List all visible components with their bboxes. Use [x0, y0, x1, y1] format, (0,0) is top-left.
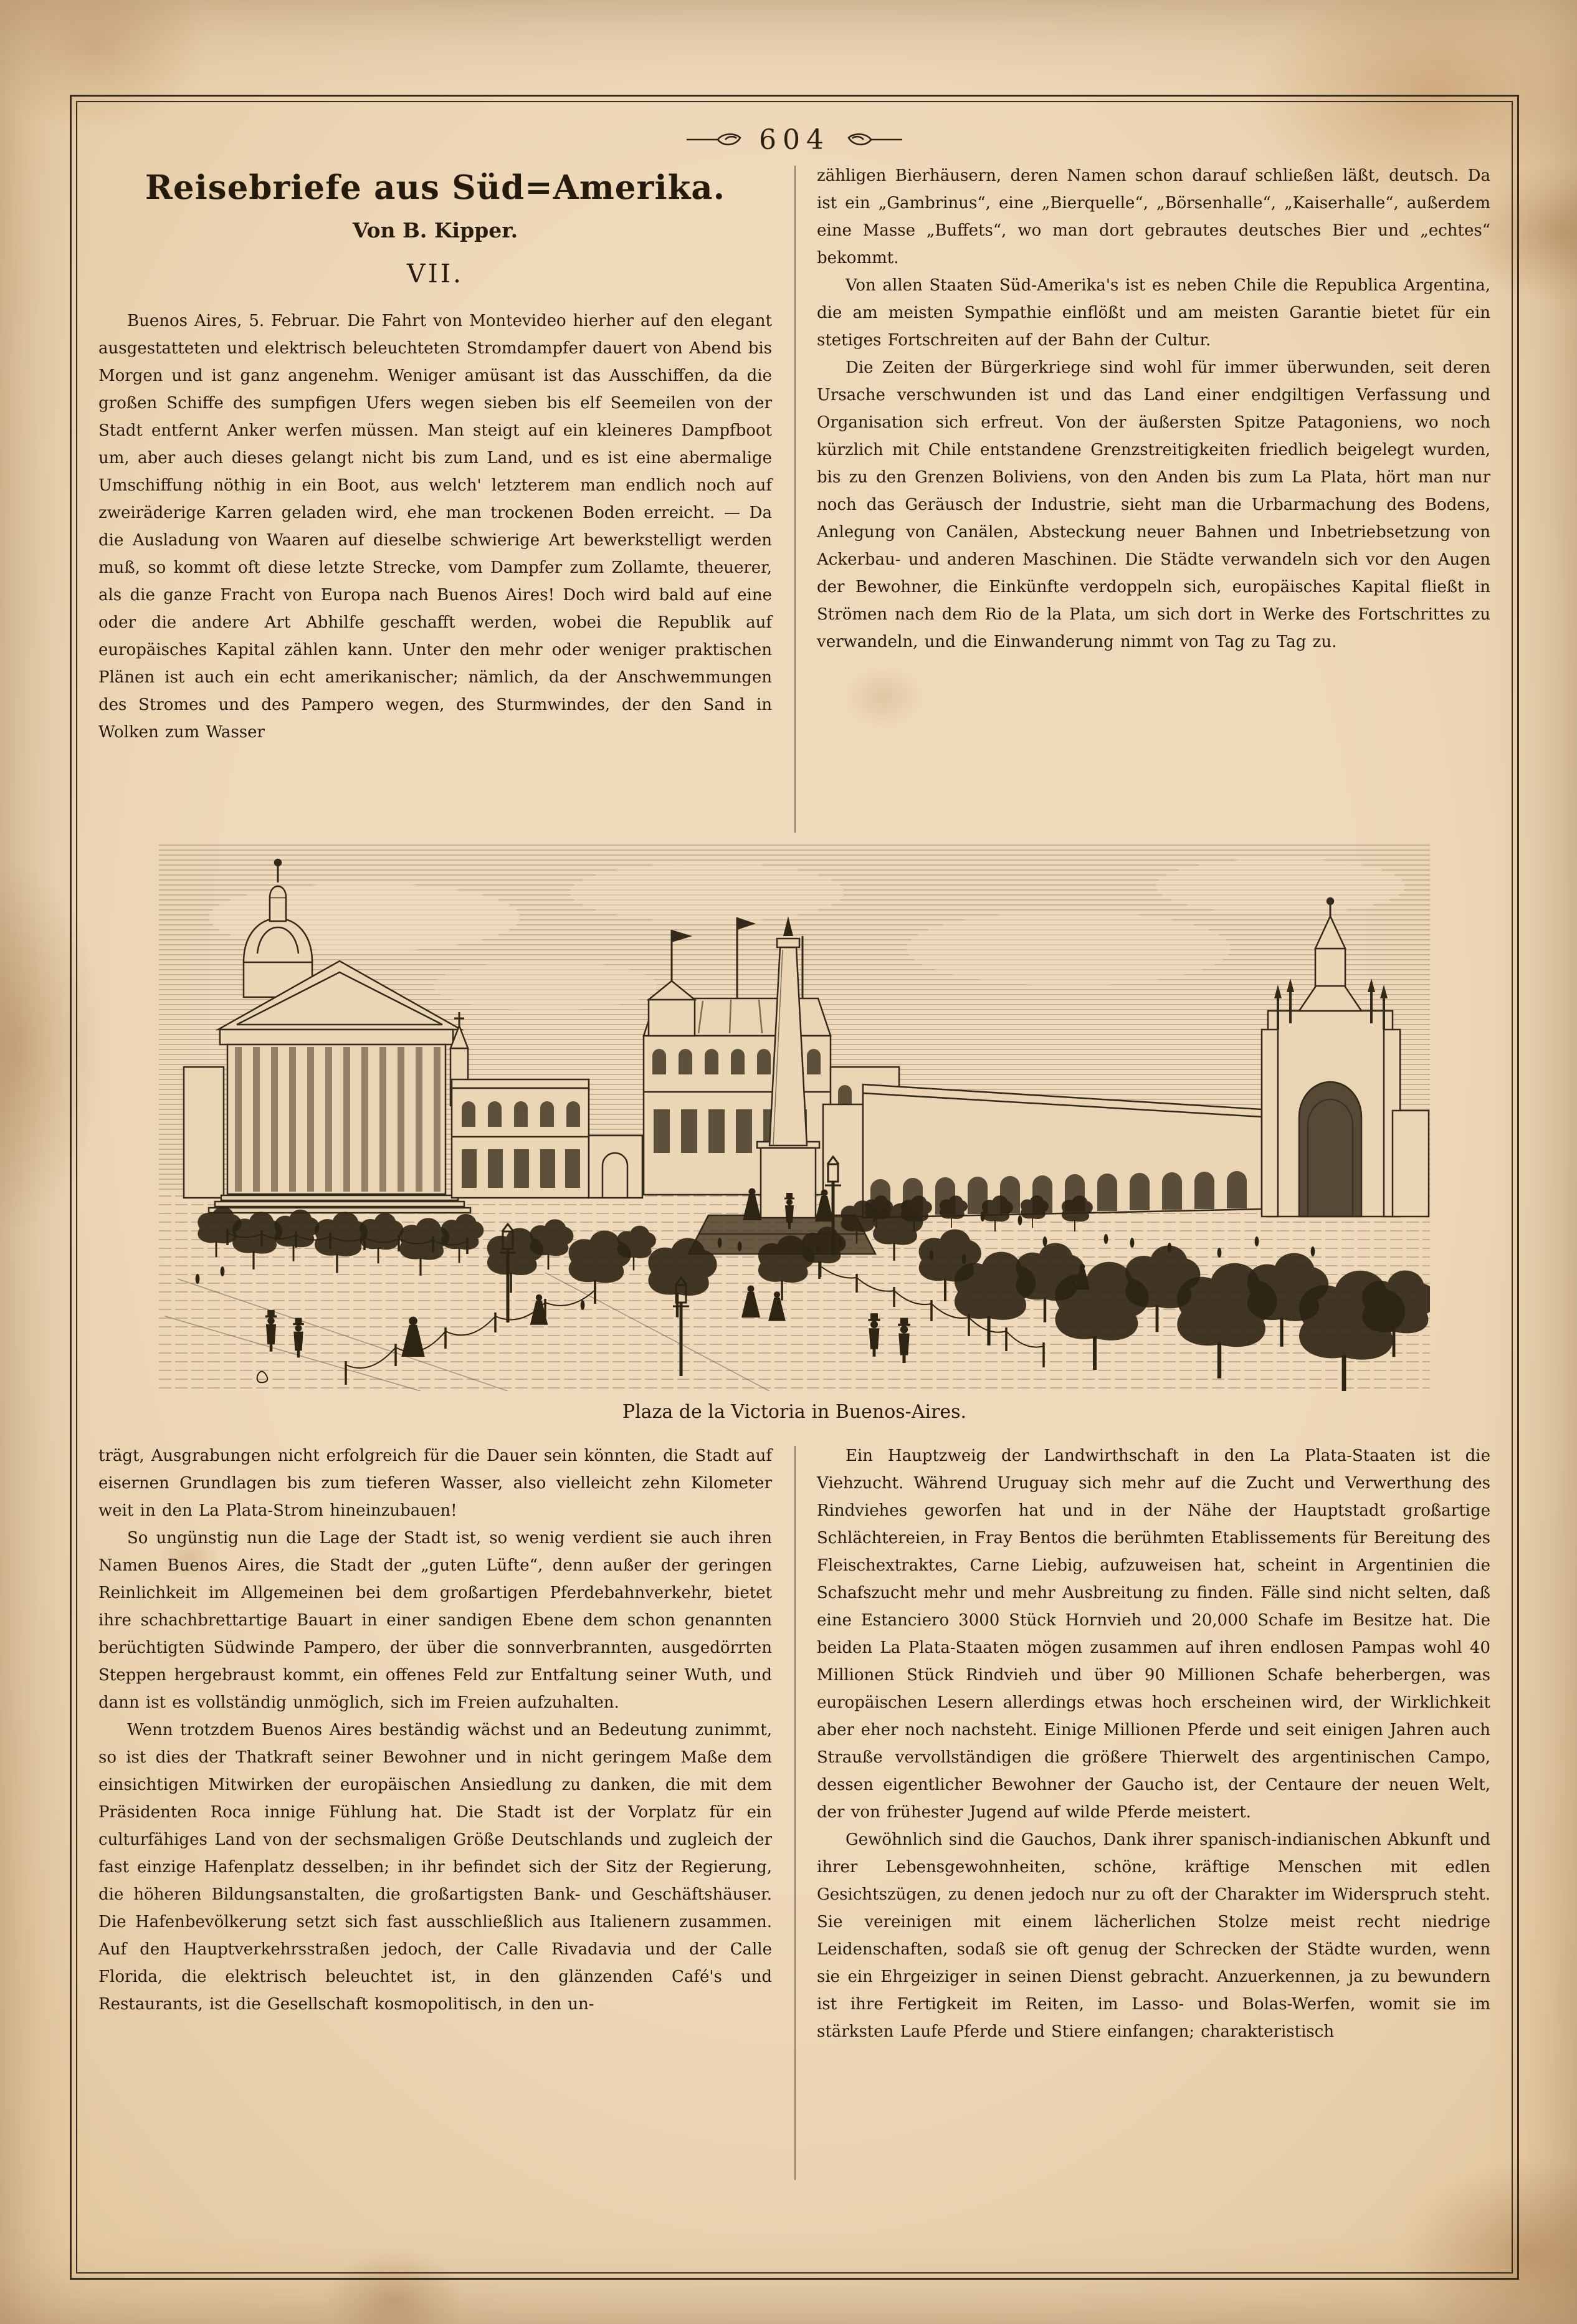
paragraph: Buenos Aires, 5. Februar. Die Fahrt von Montevideo hierher auf den elegant ausgestatteten und elektrisch beleuchteten Stromdampfer dauert von Abend bis Morgen und ist ganz angenehm. Weniger amüsant ist das Ausschiffen, da die großen Schiffe des sumpfigen Ufers wegen sieben bis elf Seemeilen von der Stadt entfernt Anker werfen müssen. Man steigt auf ein kleineres Dampfboot um, aber auch dieses gelangt nicht bis zum Land, und es ist eine abermalige Umschiffung nöthig in ein Boot, aus welch' letzterem man endlich noch auf zweiräderige Karren geladen wird, ehe man trockenen Boden erreicht. — Da die Ausladung von Waaren auf dieselbe schwierige Art bewerkstelligt werden muß, so kommt oft diese letzte Strecke, vom Dampfer zum Zollamte, theuerer, als die ganze Fracht von Europa nach Buenos Aires! Doch wird bald auf eine oder die andere Art Abhilfe geschafft werden, wobei die Republik auf europäisches Kapital zählen kann. Unter den mehr oder weniger praktischen Plänen ist auch ein echt amerikanischer; nämlich, da der Anschwemmungen des Stromes und des Pampero wegen, des Sturmwindes, der den Sand in Wolken zum Wasser	[98, 312, 772, 742]
two-story-building	[452, 1079, 589, 1198]
paragraph: zähligen Bierhäusern, deren Namen schon darauf schließen läßt, deutsch. Da ist ein „Gambrinus“, eine „Bierquelle“, „Börsenhalle“, „Kaiserhalle“, außerdem eine Masse „Buffets“, wo man dort gebrautes deutsches Bier und „echtes“ bekommt.	[817, 166, 1490, 267]
column-left-top	[98, 162, 772, 836]
column-left-bottom	[98, 1442, 772, 2184]
page-header	[95, 120, 1494, 160]
link-wall	[589, 1136, 642, 1198]
article-part-number: VII.	[406, 259, 464, 289]
header-ornament-right	[846, 132, 903, 148]
article-title: Reisebriefe aus Süd=Amerika.	[145, 168, 726, 207]
paragraph: trägt, Ausgrabungen nicht erfolgreich für die Dauer sein könnten, die Stadt auf eisernen Grundlagen bis zum tieferen Wasser, also vielleicht zehn Kilometer weit in den La Plata-Strom hineinzubauen!	[98, 1447, 772, 1520]
figure-caption: Plaza de la Victoria in Buenos-Aires.	[622, 1401, 967, 1423]
portico	[227, 1045, 445, 1194]
paragraph: Ein Hauptzweig der Landwirthschaft in den La Plata-Staaten ist die Viehzucht. Während Uruguay sich mehr auf die Zucht und Verwerthung des Rindviehes geworfen hat und in der Nähe der Hauptstadt großartige Schlächtereien, in Fray Bentos die berühmten Etablissements für Bereitung des Fleischextraktes, Carne Liebig, aufzuweisen hat, scheint in Argentinien die Schafszucht mehr und mehr Ausbreitung zu finden. Fälle sind nicht selten, daß eine Estanciero 3000 Stück Hornvieh und 20,000 Schafe im Besitze hat. Die beiden La Plata-Staaten mögen zusammen auf ihren endlosen Pampas wohl 40 Millionen Stück Rindvieh und über 90 Millionen Schafe beherbergen, was europäischen Lesern allerdings etwas hoch erscheinen wird, der Wirklichkeit aber eher noch nachsteht. Einige Millionen Pferde und seit einigen Jahren auch Strauße vervollständigen die größere Thierwelt des argentinischen Campo, dessen eigentlicher Bewohner der Gaucho ist, der Centaure der neuen Welt, der von frühester Jugend auf wilde Pferde meistert.	[817, 1447, 1490, 1822]
header-ornament-left	[685, 132, 743, 148]
page-content	[70, 95, 1519, 2280]
paragraph: So ungünstig nun die Lage der Stadt ist, so wenig verdient sie auch ihren Namen Buenos Aires, die Stadt der „guten Lüfte“, denn außer der geringen Reinlichkeit im Allgemeinen bei dem großartigen Pferdebahnverkehr, bietet ihre schachbrettartige Bauart in einer sandigen Ebene dem schon genannten berüchtigten Südwinde Pampero, der über die sonnverbrannten, ausgedörrten Steppen hergebraust kommt, ein offenes Feld zur Entfaltung seiner Wuth, und dann ist es vollständig unmöglich, sich im Freien aufzuhalten.	[98, 1529, 772, 1712]
article-titleblock	[98, 168, 772, 289]
paragraph: Wenn trotzdem Buenos Aires beständig wächst und an Bedeutung zunimmt, so ist dies der Thatkraft seiner Bewohner und in nicht geringem Maße dem einsichtigen Mitwirken der europäischen Ansiedlung zu danken, die mit dem Präsidenten Roca innige Fühlung hat. Die Stadt ist der Vorplatz für ein culturfähiges Land von der sechsmaligen Größe Deutschlands und zugleich der fast einzige Hafenplatz desselben; in ihr befindet sich der Sitz der Regierung, die höheren Bildungsanstalten, die großartigsten Bank- und Geschäftshäuser. Die Hafenbevölkerung setzt sich fast ausschließlich aus Italienern zusammen. Auf den Hauptverkehrsstraßen jedoch, der Calle Rivadavia und der Calle Florida, die elektrisch beleuchtet ist, in den glänzenden Café's und Restaurants, ist die Gesellschaft kosmopolitisch, in den un-	[98, 1721, 772, 2014]
page-number: 604	[759, 123, 830, 156]
plaza-engraving	[159, 843, 1430, 1391]
lower-columns	[95, 1442, 1494, 2184]
paragraph: Gewöhnlich sind die Gauchos, Dank ihrer spanisch-indianischen Abkunft und ihrer Lebensgewohnheiten, schöne, kräftige Menschen mit edlen Gesichtszügen, zu denen jedoch nur zu oft der Charakter im Widerspruch steht. Sie vereinigen mit einem lächerlichen Stolze meist recht niedrige Leidenschaften, sodaß sie oft genug der Schrecken der Städte wurden, wenn sie ein Ehrgeiziger in seinen Dienst gebracht. Anzuerkennen, ja zu bewundern ist ihre Fertigkeit im Reiten, im Lasso- und Bolas-Werfen, womit sie im stärksten Laufe Pferde und Stiere einfangen; charakteristisch	[817, 1830, 1490, 2041]
column-right-bottom	[817, 1442, 1490, 2184]
paragraph: Die Zeiten der Bürgerkriege sind wohl für immer überwunden, seit deren Ursache verschwunden ist und das Land einer endgiltigen Verfassung und Organisation sich erfreut. Von der äußersten Spitze Patagoniens, wo noch kürzlich mit Chile entstandene Grenzstreitigkeiten friedlich beigelegt wurden, bis zu den Grenzen Boliviens, von den Anden bis zum La Plata, hört man nur noch das Geräusch der Industrie, sieht man die Urbarmachung des Bodens, Anlegung von Canälen, Absteckung neuer Bahnen und Inbetriebsetzung von Ackerbau- und anderen Maschinen. Die Städte verwandeln sich vor den Augen der Bewohner, die Einkünfte verdoppeln sich, europäisches Kapital fließt in Strömen nach dem Rio de la Plata, um sich dort in Werke des Fortschrittes zu verwandeln, und die Einwanderung nimmt von Tag zu Tag zu.	[817, 358, 1490, 651]
column-right-top	[817, 162, 1490, 836]
article-byline: Von B. Kipper.	[352, 218, 518, 242]
paragraph: Von allen Staaten Süd-Amerika's ist es neben Chile die Republica Argentina, die am meisten Sympathie einflößt und am meisten Garantie bietet für ein stetiges Fortschreiten auf der Bahn der Cultur.	[817, 276, 1490, 350]
figure-block	[95, 843, 1494, 1442]
upper-columns	[95, 162, 1494, 836]
